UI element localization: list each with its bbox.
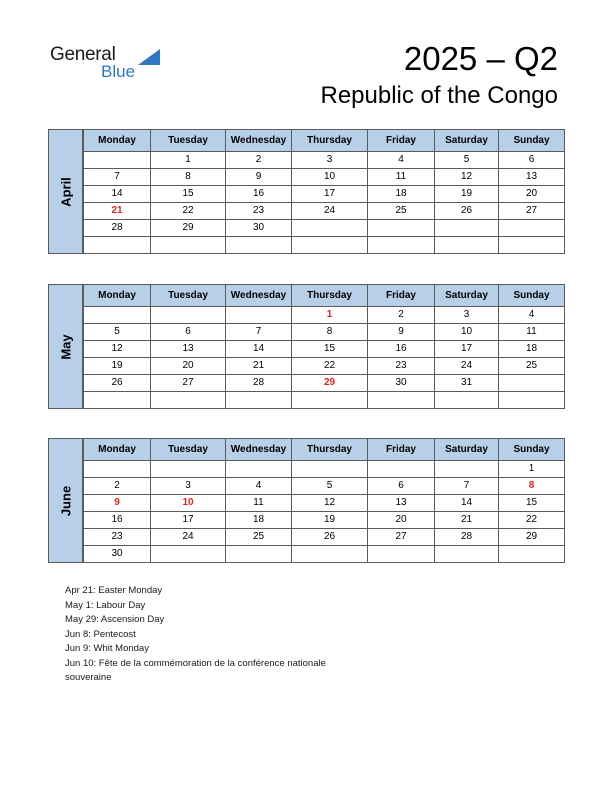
weekday-header: Saturday <box>435 130 499 152</box>
empty-day-cell <box>435 546 499 563</box>
month-calendar-0 <box>48 129 564 254</box>
day-cell: 30 <box>368 375 435 392</box>
day-cell: 19 <box>84 358 151 375</box>
empty-day-cell <box>435 220 499 237</box>
day-cell: 16 <box>84 512 151 529</box>
week-row <box>84 220 565 237</box>
weekday-header: Wednesday <box>226 439 292 461</box>
weekday-header: Thursday <box>292 130 368 152</box>
day-cell: 19 <box>435 186 499 203</box>
holiday-entry: Jun 9: Whit Monday <box>65 643 149 654</box>
weekday-header: Sunday <box>499 130 565 152</box>
day-cell: 22 <box>499 512 565 529</box>
day-cell: 13 <box>368 495 435 512</box>
day-cell: 27 <box>151 375 226 392</box>
holiday-entry: Apr 21: Easter Monday <box>65 585 163 596</box>
empty-day-cell <box>292 546 368 563</box>
month-table <box>83 284 565 409</box>
day-cell: 17 <box>292 186 368 203</box>
day-cell: 15 <box>151 186 226 203</box>
month-table <box>83 438 565 563</box>
weekday-header: Monday <box>84 439 151 461</box>
day-cell: 11 <box>226 495 292 512</box>
day-cell: 23 <box>226 203 292 220</box>
day-cell: 6 <box>368 478 435 495</box>
month-calendar-1 <box>48 284 564 409</box>
day-cell: 24 <box>151 529 226 546</box>
month-label-cell <box>48 284 83 409</box>
weekday-header: Saturday <box>435 285 499 307</box>
day-cell: 29 <box>499 529 565 546</box>
weekday-header: Saturday <box>435 439 499 461</box>
week-row <box>84 341 565 358</box>
day-cell: 5 <box>292 478 368 495</box>
weekday-header: Tuesday <box>151 130 226 152</box>
day-cell: 4 <box>368 152 435 169</box>
day-cell: 23 <box>84 529 151 546</box>
day-cell: 3 <box>292 152 368 169</box>
day-cell: 24 <box>292 203 368 220</box>
page-title: 2025 – Q2 <box>403 40 558 77</box>
day-cell: 16 <box>226 186 292 203</box>
day-cell: 30 <box>84 546 151 563</box>
holiday-day-cell: 8 <box>499 478 565 495</box>
day-cell: 4 <box>499 307 565 324</box>
day-cell: 20 <box>368 512 435 529</box>
week-row <box>84 307 565 324</box>
weekday-header: Friday <box>368 130 435 152</box>
month-name: June <box>58 485 73 516</box>
weekday-header: Monday <box>84 285 151 307</box>
empty-day-cell <box>292 392 368 409</box>
day-cell: 2 <box>226 152 292 169</box>
day-cell: 18 <box>499 341 565 358</box>
day-cell: 31 <box>435 375 499 392</box>
day-cell: 22 <box>292 358 368 375</box>
empty-day-cell <box>499 546 565 563</box>
empty-day-cell <box>84 237 151 254</box>
day-cell: 12 <box>84 341 151 358</box>
day-cell: 18 <box>226 512 292 529</box>
week-row <box>84 237 565 254</box>
day-cell: 10 <box>435 324 499 341</box>
empty-day-cell <box>226 392 292 409</box>
day-cell: 7 <box>435 478 499 495</box>
month-label-cell <box>48 438 83 563</box>
day-cell: 14 <box>84 186 151 203</box>
day-cell: 7 <box>226 324 292 341</box>
day-cell: 15 <box>499 495 565 512</box>
week-row <box>84 358 565 375</box>
empty-day-cell <box>499 237 565 254</box>
day-cell: 7 <box>84 169 151 186</box>
empty-day-cell <box>151 307 226 324</box>
day-cell: 11 <box>499 324 565 341</box>
weekday-header: Friday <box>368 285 435 307</box>
day-cell: 16 <box>368 341 435 358</box>
day-cell: 1 <box>499 461 565 478</box>
day-cell: 14 <box>226 341 292 358</box>
empty-day-cell <box>435 237 499 254</box>
holiday-day-cell: 9 <box>84 495 151 512</box>
week-row <box>84 461 565 478</box>
holiday-entry: May 29: Ascension Day <box>65 614 165 625</box>
empty-day-cell <box>151 546 226 563</box>
month-name: May <box>58 333 73 360</box>
weekday-header: Wednesday <box>226 285 292 307</box>
day-cell: 15 <box>292 341 368 358</box>
day-cell: 20 <box>499 186 565 203</box>
day-cell: 26 <box>84 375 151 392</box>
day-cell: 13 <box>499 169 565 186</box>
day-cell: 8 <box>292 324 368 341</box>
day-cell: 28 <box>435 529 499 546</box>
month-table <box>83 129 565 254</box>
holiday-day-cell: 10 <box>151 495 226 512</box>
empty-day-cell <box>292 220 368 237</box>
day-cell: 25 <box>499 358 565 375</box>
weekday-header: Friday <box>368 439 435 461</box>
empty-day-cell <box>368 392 435 409</box>
logo-triangle-icon <box>138 49 160 65</box>
day-cell: 10 <box>292 169 368 186</box>
day-cell: 25 <box>226 529 292 546</box>
empty-day-cell <box>499 220 565 237</box>
day-cell: 9 <box>226 169 292 186</box>
day-cell: 12 <box>292 495 368 512</box>
week-row <box>84 186 565 203</box>
weekday-header: Sunday <box>499 439 565 461</box>
day-cell: 6 <box>499 152 565 169</box>
holiday-entry: May 1: Labour Day <box>65 599 146 611</box>
day-cell: 21 <box>226 358 292 375</box>
day-cell: 30 <box>226 220 292 237</box>
weekday-header: Monday <box>84 130 151 152</box>
week-row <box>84 203 565 220</box>
logo-general-text: General <box>50 44 116 65</box>
empty-day-cell <box>292 461 368 478</box>
day-cell: 2 <box>84 478 151 495</box>
week-row <box>84 529 565 546</box>
day-cell: 22 <box>151 203 226 220</box>
week-row <box>84 512 565 529</box>
month-name: April <box>58 176 73 207</box>
generalblue-logo <box>50 44 150 84</box>
day-cell: 28 <box>84 220 151 237</box>
day-cell: 5 <box>435 152 499 169</box>
day-cell: 18 <box>368 186 435 203</box>
empty-day-cell <box>499 392 565 409</box>
day-cell: 13 <box>151 341 226 358</box>
week-row <box>84 392 565 409</box>
week-row <box>84 152 565 169</box>
empty-day-cell <box>151 461 226 478</box>
holiday-entry: Jun 10: Fête de la commémoration de la conférence nationale <box>65 657 326 669</box>
empty-day-cell <box>499 375 565 392</box>
weekday-header: Thursday <box>292 439 368 461</box>
empty-day-cell <box>84 152 151 169</box>
weekday-header: Tuesday <box>151 285 226 307</box>
logo-blue-text: Blue <box>101 62 136 81</box>
holiday-day-cell: 29 <box>292 375 368 392</box>
page-subtitle: Republic of the Congo <box>320 82 558 109</box>
day-cell: 12 <box>435 169 499 186</box>
empty-day-cell <box>435 392 499 409</box>
empty-day-cell <box>368 461 435 478</box>
empty-day-cell <box>151 237 226 254</box>
day-cell: 6 <box>151 324 226 341</box>
day-cell: 20 <box>151 358 226 375</box>
day-cell: 27 <box>499 203 565 220</box>
day-cell: 17 <box>435 341 499 358</box>
week-row <box>84 495 565 512</box>
empty-day-cell <box>226 546 292 563</box>
empty-day-cell <box>368 220 435 237</box>
day-cell: 11 <box>368 169 435 186</box>
day-cell: 2 <box>368 307 435 324</box>
week-row <box>84 324 565 341</box>
day-cell: 14 <box>435 495 499 512</box>
empty-day-cell <box>151 392 226 409</box>
weekday-header: Thursday <box>292 285 368 307</box>
day-cell: 21 <box>435 512 499 529</box>
weekday-header: Wednesday <box>226 130 292 152</box>
day-cell: 26 <box>292 529 368 546</box>
week-row <box>84 546 565 563</box>
empty-day-cell <box>84 392 151 409</box>
month-label-cell <box>48 129 83 254</box>
day-cell: 5 <box>84 324 151 341</box>
empty-day-cell <box>368 546 435 563</box>
holiday-entry: souveraine <box>65 672 112 683</box>
month-calendar-2 <box>48 438 564 563</box>
day-cell: 19 <box>292 512 368 529</box>
weekday-header: Tuesday <box>151 439 226 461</box>
week-row <box>84 169 565 186</box>
empty-day-cell <box>226 307 292 324</box>
day-cell: 26 <box>435 203 499 220</box>
empty-day-cell <box>226 237 292 254</box>
week-row <box>84 478 565 495</box>
holiday-list <box>65 584 365 686</box>
day-cell: 17 <box>151 512 226 529</box>
day-cell: 3 <box>151 478 226 495</box>
day-cell: 27 <box>368 529 435 546</box>
weekday-header: Sunday <box>499 285 565 307</box>
day-cell: 24 <box>435 358 499 375</box>
holiday-day-cell: 21 <box>84 203 151 220</box>
day-cell: 1 <box>151 152 226 169</box>
holiday-day-cell: 1 <box>292 307 368 324</box>
empty-day-cell <box>435 461 499 478</box>
day-cell: 25 <box>368 203 435 220</box>
day-cell: 8 <box>151 169 226 186</box>
empty-day-cell <box>84 461 151 478</box>
day-cell: 23 <box>368 358 435 375</box>
day-cell: 29 <box>151 220 226 237</box>
empty-day-cell <box>84 307 151 324</box>
day-cell: 3 <box>435 307 499 324</box>
empty-day-cell <box>292 237 368 254</box>
holiday-entry: Jun 8: Pentecost <box>65 628 136 640</box>
day-cell: 4 <box>226 478 292 495</box>
week-row <box>84 375 565 392</box>
day-cell: 9 <box>368 324 435 341</box>
day-cell: 28 <box>226 375 292 392</box>
empty-day-cell <box>226 461 292 478</box>
empty-day-cell <box>368 237 435 254</box>
